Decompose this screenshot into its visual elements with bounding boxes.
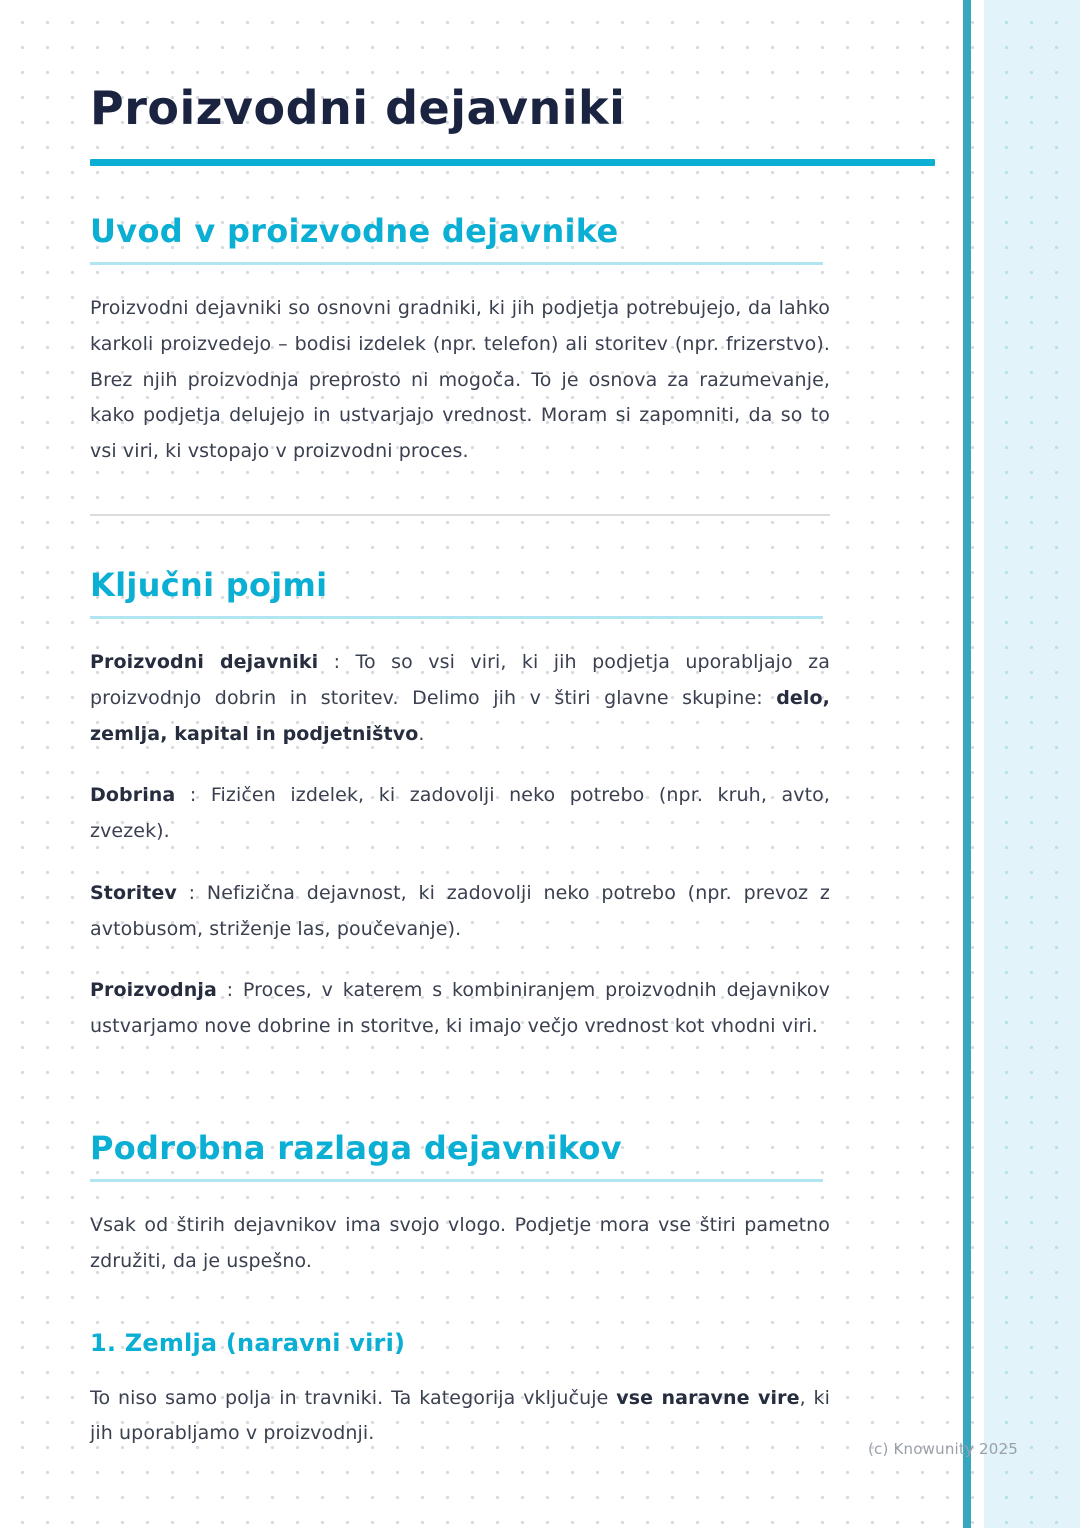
text-segment: , ki jih uporabljamo v proizvodnji. (90, 1386, 831, 1445)
text-segment: : To so vsi viri, ki jih podjetja uporabljajo za proizvodnjo dobrin in storitev. Delimo jih v štiri glavne skupine: (90, 651, 830, 709)
bold-text: Proizvodnja (90, 979, 217, 1002)
text-segment: To niso samo polja in travniki. Ta kategorija vključuje (90, 1386, 617, 1409)
right-accent-band (984, 0, 1080, 1528)
divider (90, 514, 830, 516)
bold-text: Proizvodni dejavniki (90, 651, 319, 674)
text-segment: : Proces, v katerem s kombiniranjem proizvodnih dejavnikov ustvarjamo nove dobrine in storitve, ki imajo večjo vrednost kot vhodni viri. (90, 979, 830, 1038)
paragraph (90, 1208, 830, 1279)
section-heading: Podrobna razlaga dejavnikov (90, 1128, 622, 1167)
right-accent-line (963, 0, 971, 1528)
bold-text: vse naravne vire (616, 1386, 800, 1409)
section-underline (90, 262, 823, 265)
text-segment: . (418, 722, 425, 745)
paragraph (90, 1381, 830, 1452)
section (90, 1129, 830, 1182)
section (90, 212, 830, 265)
paragraph (90, 778, 830, 849)
paragraph (90, 291, 830, 470)
sub-heading: 1. Zemlja (naravni viri) (90, 1328, 406, 1357)
footer-credit: (c) Knowunity 2025 (868, 1440, 1018, 1458)
paragraph (90, 645, 830, 752)
page-title: Proizvodni dejavniki (90, 81, 626, 135)
document-blocks (90, 212, 830, 1452)
section-heading: Uvod v proizvodne dejavnike (90, 211, 619, 250)
section (90, 566, 830, 619)
bold-text: Dobrina (90, 784, 176, 807)
paragraph (90, 973, 830, 1044)
section-underline (90, 616, 823, 619)
text-segment: Proizvodni dejavniki so osnovni gradniki, ki jih podjetja potrebujejo, da lahko karkoli proizvedejo – bodisi izdelek (npr. telefon) ali storitev (npr. frizerstvo). Brez njih proizvodnja preprosto ni mogoča. To je osnova za razumevanje, kako podjetja delujejo in ustvarjajo vrednost. Moram si zapomniti, da so to vsi viri, ki vstopajo v proizvodni proces. (90, 297, 830, 463)
text-segment: Vsak od štirih dejavnikov ima svojo vlogo. Podjetje mora vse štiri pametno združiti, da je uspešno. (90, 1214, 830, 1272)
paragraph (90, 876, 830, 947)
title-underline-bar (90, 159, 935, 166)
section-heading: Ključni pojmi (90, 565, 328, 604)
bold-text: Storitev (90, 881, 177, 904)
bold-text: delo, zemlja, kapital in podjetništvo (90, 686, 830, 745)
text-segment: : Nefizična dejavnost, ki zadovolji neko potrebo (npr. prevoz z avtobusom, striženje las, poučevanje). (90, 881, 830, 940)
section-underline (90, 1179, 823, 1182)
text-segment: : Fizičen izdelek, ki zadovolji neko potrebo (npr. kruh, avto, zvezek). (90, 784, 830, 843)
